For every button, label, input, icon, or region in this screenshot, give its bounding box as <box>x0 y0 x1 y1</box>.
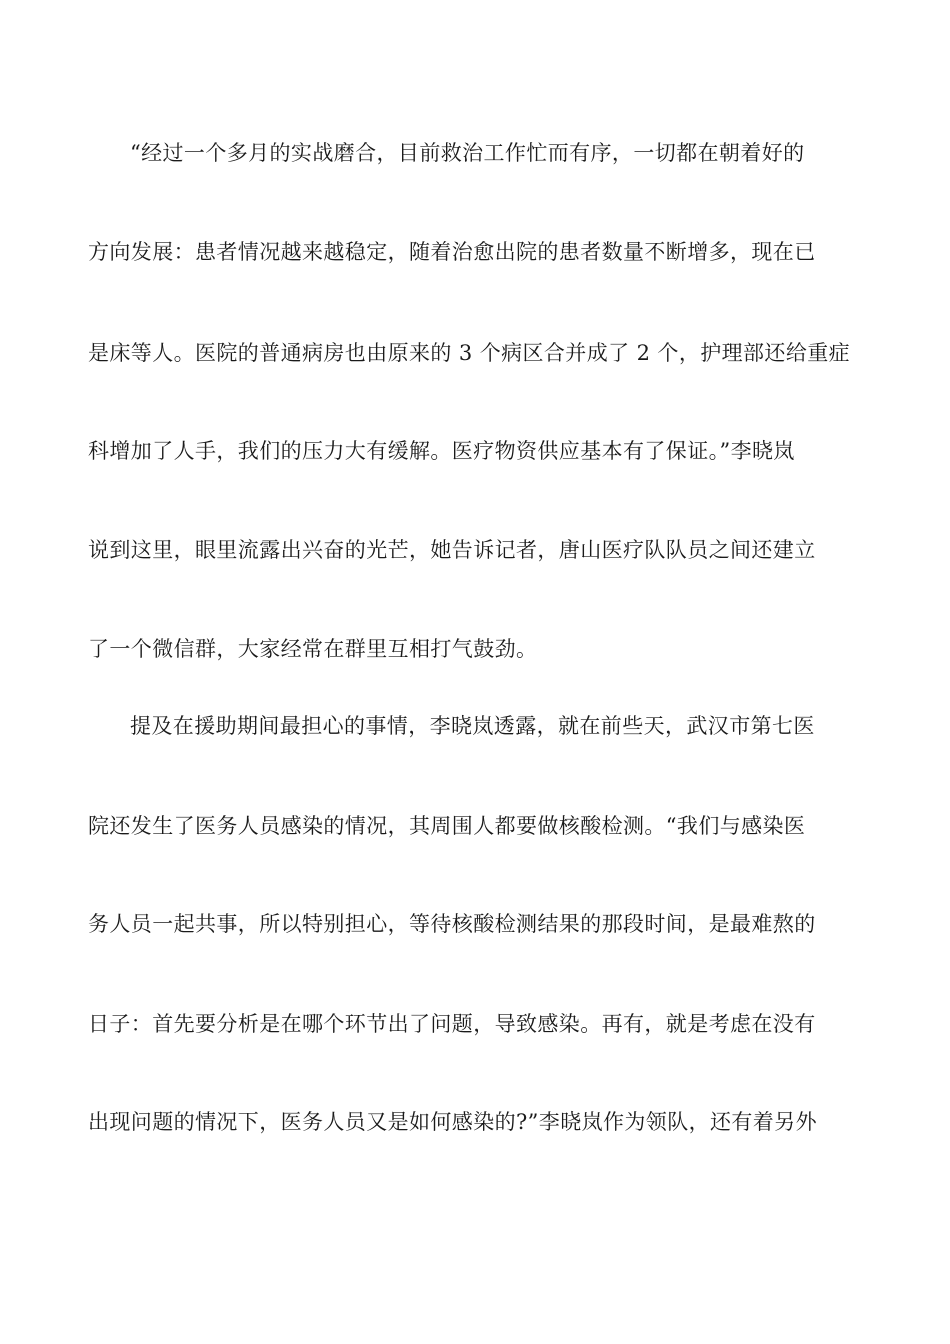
paragraph-line: 是床等人。医院的普通病房也由原来的 3 个病区合并成了 2 个，护理部还给重症 <box>88 341 851 365</box>
paragraph-line: 方向发展：患者情况越来越稳定，随着治愈出院的患者数量不断增多，现在已 <box>88 240 816 264</box>
paragraph-line: 了一个微信群，大家经常在群里互相打气鼓劲。 <box>88 637 538 661</box>
paragraph-line: 院还发生了医务人员感染的情况，其周围人都要做核酸检测。“我们与感染医 <box>88 814 806 838</box>
paragraph-line: “经过一个多月的实战磨合，目前救治工作忙而有序，一切都在朝着好的 <box>130 141 805 165</box>
paragraph-line: 出现问题的情况下，医务人员又是如何感染的?”李晓岚作为领队，还有着另外 <box>88 1110 817 1134</box>
paragraph-line: 提及在援助期间最担心的事情，李晓岚透露，就在前些天，武汉市第七医 <box>130 714 815 738</box>
paragraph-line: 日子：首先要分析是在哪个环节出了问题，导致感染。再有，就是考虑在没有 <box>88 1012 816 1036</box>
paragraph-line: 务人员一起共事，所以特别担心，等待核酸检测结果的那段时间，是最难熬的 <box>88 912 816 936</box>
paragraph-line: 科增加了人手，我们的压力大有缓解。医疗物资供应基本有了保证。”李晓岚 <box>88 439 795 463</box>
paragraph-line: 说到这里，眼里流露出兴奋的光芒，她告诉记者，唐山医疗队队员之间还建立 <box>88 538 816 562</box>
